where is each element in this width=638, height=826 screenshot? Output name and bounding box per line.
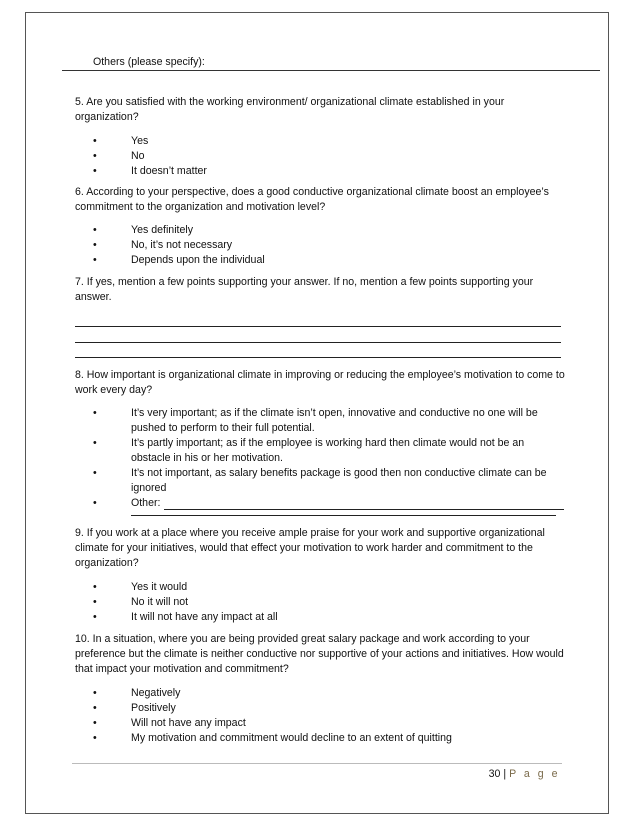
q10-option-quitting[interactable]: My motivation and commitment would decline to an extent of quitting xyxy=(131,732,452,744)
q8-option-very-important[interactable]: It’s very important; as if the climate isn’t open, innovative and conductive no one will be pushed to perform to their full potential. xyxy=(131,407,538,435)
q8-option-not-important[interactable]: It’s not important, as salary benefits package is good then non conductive climate can be ignored xyxy=(131,467,547,495)
question-9: 9. If you work at a place where you receive ample praise for your work and supportive organizational climate for your initiatives, would that effect your motivation to work harder and commitment to the organization? xyxy=(75,527,545,570)
q6-option-depends[interactable]: Depends upon the individual xyxy=(131,254,265,266)
bullet-icon: • xyxy=(93,224,97,236)
q6-option-yes-definitely[interactable]: Yes definitely xyxy=(131,224,194,236)
q8-option-other[interactable]: Other: xyxy=(131,497,161,509)
bullet-icon: • xyxy=(93,239,97,251)
q10-option-negatively[interactable]: Negatively xyxy=(131,687,181,699)
bullet-icon: • xyxy=(93,611,97,623)
answer-line[interactable] xyxy=(75,342,561,343)
bullet-icon: • xyxy=(93,717,97,729)
bullet-icon: • xyxy=(93,437,97,449)
q10-option-positively[interactable]: Positively xyxy=(131,702,176,714)
bullet-icon: • xyxy=(93,467,97,479)
bullet-icon: • xyxy=(93,165,97,177)
others-line xyxy=(71,55,599,70)
q9-option-no-impact[interactable]: It will not have any impact at all xyxy=(131,611,278,623)
bullet-icon: • xyxy=(93,732,97,744)
bullet-icon: • xyxy=(93,497,97,509)
bullet-icon: • xyxy=(93,687,97,699)
question-8: 8. How important is organizational climate in improving or reducing the employee’s motivation to come to work every day? xyxy=(75,369,565,397)
other-specify-line-2[interactable] xyxy=(131,515,556,516)
q5-option-doesnt-matter[interactable]: It doesn’t matter xyxy=(131,165,207,177)
question-7: 7. If yes, mention a few points supporting your answer. If no, mention a few points supporting your answer. xyxy=(75,276,534,304)
bullet-icon: • xyxy=(93,407,97,419)
footer-separator: | xyxy=(503,768,507,780)
q9-option-no[interactable]: No it will not xyxy=(131,596,189,608)
question-10: 10. In a situation, where you are being provided great salary package and work according to your preference but the climate is neither conductive nor supportive of your actions and initiatives. How would that impact your motivation and commitment? xyxy=(75,633,564,676)
question-6: 6. According to your perspective, does a good conductive organizational climate boost an employee’s commitment to the organization and motivation level? xyxy=(75,186,549,214)
answer-line[interactable] xyxy=(75,326,561,327)
footer-divider xyxy=(72,763,562,764)
answer-line[interactable] xyxy=(75,357,561,358)
page-word: P a g e xyxy=(509,768,560,780)
q8-option-partly-important[interactable]: It’s partly important; as if the employee is working hard then climate would not be an obstacle in his or her motivation. xyxy=(131,437,525,465)
q10-option-no-impact[interactable]: Will not have any impact xyxy=(131,717,246,729)
q5-option-no[interactable]: No xyxy=(131,150,145,162)
bullet-icon: • xyxy=(93,135,97,147)
page-footer xyxy=(489,767,560,782)
question-5: 5. Are you satisfied with the working environment/ organizational climate established in your organization? xyxy=(75,96,505,124)
bullet-icon: • xyxy=(93,702,97,714)
bullet-icon: • xyxy=(93,581,97,593)
q6-option-not-necessary[interactable]: No, it’s not necessary xyxy=(131,239,233,251)
bullet-icon: • xyxy=(93,150,97,162)
q9-option-yes[interactable]: Yes it would xyxy=(131,581,188,593)
other-specify-line[interactable] xyxy=(164,509,564,510)
others-label: Others (please specify): xyxy=(93,56,205,68)
bullet-icon: • xyxy=(93,596,97,608)
bullet-icon: • xyxy=(93,254,97,266)
others-underline xyxy=(62,70,600,71)
q5-option-yes[interactable]: Yes xyxy=(131,135,149,147)
page-number: 30 xyxy=(488,768,501,780)
